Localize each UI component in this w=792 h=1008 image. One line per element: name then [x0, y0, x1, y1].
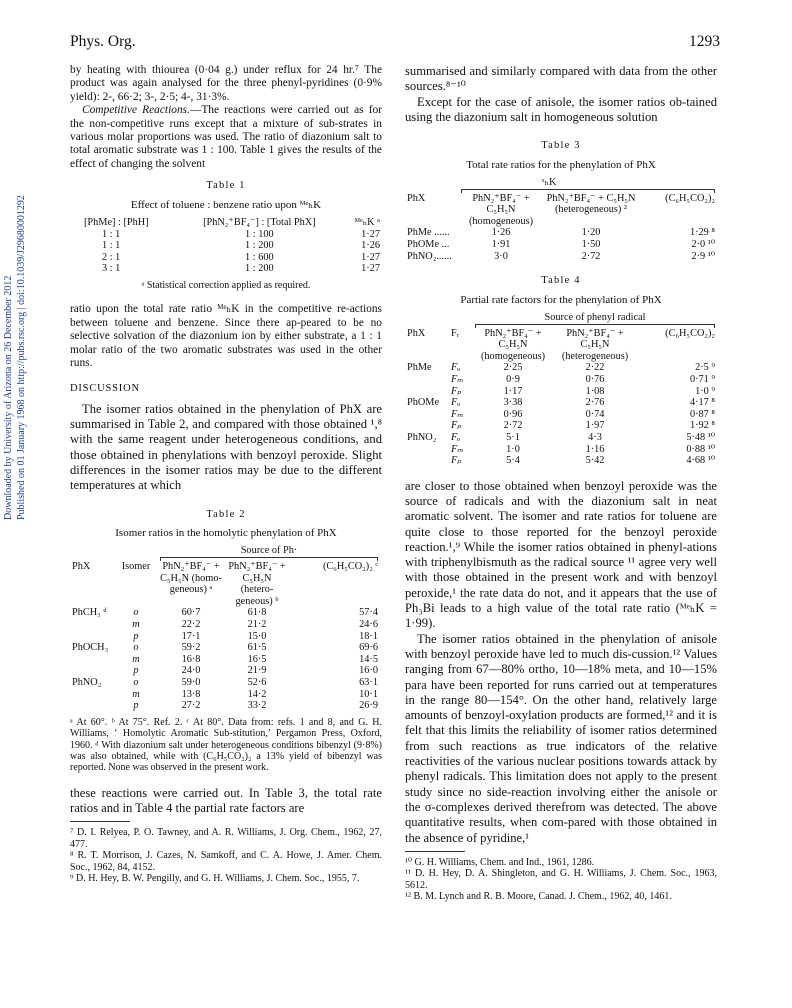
right-column [405, 64, 717, 902]
download-notice [2, 195, 28, 520]
table-cell: 16·0 [359, 665, 378, 677]
table-cell: 0·96 [503, 408, 523, 420]
table-cell [405, 409, 449, 421]
table2-label: Table 2 [206, 508, 246, 520]
table-row [405, 444, 717, 456]
table-cell: 1·50 [581, 238, 601, 250]
table-cell: 69·6 [359, 642, 378, 654]
table-cell: 33·2 [247, 700, 267, 712]
table-cell: 2·72 [503, 420, 523, 432]
table-row [405, 409, 717, 421]
table-header: PhX [407, 192, 426, 204]
table-row [82, 252, 382, 264]
table-header: PhN₂⁺BF₄⁻ + C₅H₅N (homogeneous) [468, 192, 534, 227]
table-cell: PhNO₂...... [407, 250, 452, 262]
table-cell: 24·0 [181, 665, 201, 677]
table-cell: 1·27 [361, 263, 380, 275]
table-cell: 3·0 [494, 250, 508, 262]
table-cell: 13·8 [181, 688, 201, 700]
table-row [82, 240, 382, 252]
table-cell: PhOCH₃ [72, 642, 109, 654]
table-row [70, 665, 380, 677]
table-cell: 1·0 [506, 443, 520, 455]
table-cell: 1·27 [361, 251, 380, 263]
paragraph: The isomer ratios obtained in the phenylation of PhX are summarised in Table 2, and compared with those obtained ¹,⁸ with the same reagent under heterogeneous conditions, and those obtained in phenylations with benzoyl peroxide. Slight differences in the isomer ratios may be due to the different temperatures at which [70, 401, 382, 493]
table-cell: 1 : 100 [245, 228, 274, 240]
table-cell: Fₚ [451, 385, 462, 397]
table-cell: 4·3 [588, 431, 602, 443]
table-cell: 1·91 [491, 238, 511, 250]
table-cell: Fₘ [451, 443, 464, 455]
table-row [70, 677, 380, 689]
table3 [405, 177, 717, 262]
table-cell: Fₒ [451, 397, 461, 409]
section-heading: DISCUSSION [70, 383, 140, 395]
table3-caption: Total rate ratios for the phenylation of PhX [466, 158, 656, 171]
table-cell: 1 : 200 [245, 263, 274, 275]
table-cell: 2·72 [581, 250, 601, 262]
table-cell: PhMe ...... [407, 227, 450, 239]
table-header: Fᵣ [451, 327, 460, 339]
table-cell: p [133, 700, 139, 712]
table-cell [405, 386, 449, 398]
table-row [405, 432, 717, 444]
table-cell: 5·1 [506, 431, 520, 443]
table-cell: PhNO₂ [72, 677, 102, 688]
footnote: ⁸ R. T. Morrison, J. Cazes, N. Samkoff, and C. A. Howe, J. Amer. Chem. Soc., 1962, 84, 4152. [70, 850, 382, 873]
table-cell: 27·2 [181, 700, 201, 712]
table-cell: 0·87 ⁸ [689, 408, 715, 420]
table-cell: 26·9 [359, 700, 378, 712]
table-cell: PhMe [407, 362, 432, 374]
table-cell: 59·2 [181, 642, 201, 654]
table-cell: Fₒ [451, 362, 461, 374]
table-cell: m [132, 688, 140, 700]
table-header: (C₆H₅CO₂)₂ [665, 192, 715, 204]
table-cell: 4·17 ⁸ [689, 397, 715, 409]
table-row [70, 700, 380, 712]
table1 [82, 217, 382, 275]
table4 [405, 312, 717, 467]
table-row [405, 374, 717, 386]
table-cell: PhOMe [407, 397, 440, 409]
table-cell [70, 631, 114, 643]
footnote: ⁷ D. I. Relyea, P. O. Tawney, and A. R. Williams, J. Org. Chem., 1962, 27, 477. [70, 827, 382, 850]
paragraph: are closer to those obtained when benzoyl peroxide was the source of radicals and with the diazonium salt in neat aromatic solvent. The isomer and rate ratios for toluene are quite close to those reported for the benzoyl peroxide reaction.¹,⁹ While the isomer ratios obtained in phenyl-ations with triphenylbismuth as the radical source ¹¹ agree very well with those obtained in the present work and with benzoyl peroxide,¹ the rate data do not, and it appears that the use of Ph₃Bi leads to a high value of the total rate ratio (ᴹᵉₕK = 1·99). [405, 478, 717, 631]
table-cell: 3 : 1 [102, 263, 121, 275]
table-cell: 2·22 [585, 362, 605, 374]
table-cell: p [133, 630, 139, 642]
table-cell: 1·16 [585, 443, 605, 455]
paragraph: these reactions were carried out. In Table 3, the total rate ratios and in Table 4 the partial rate factors are [70, 785, 382, 816]
table-cell [405, 420, 449, 432]
table-header: Isomer [121, 561, 151, 573]
table-cell: PhCH₃ ᵈ [72, 607, 107, 619]
table-cell: 1 : 600 [245, 251, 274, 263]
table-cell: 5·42 [585, 455, 605, 467]
published-line[interactable]: Published on 01 January 1968 on http://pubs.rsc.org | doi:10.1039/J29680001292 [16, 195, 27, 520]
table-row [82, 263, 382, 275]
table-cell [70, 619, 114, 631]
table-row [405, 362, 717, 374]
table-cell: 17·1 [181, 630, 201, 642]
table-cell: 21·2 [247, 619, 267, 631]
table-cell: 0·71 ⁹ [689, 373, 715, 385]
table-header: PhX [72, 561, 91, 573]
table-header: PhN₂⁺BF₄⁻ + C₅H₅N (heterogeneous) ² [546, 192, 636, 216]
table-cell: 1·0 ⁹ [695, 385, 715, 397]
table-cell: PhNO₂ [407, 431, 437, 443]
table-header: PhX [407, 327, 426, 339]
table-cell: 2·0 ¹⁰ [691, 238, 715, 250]
table-cell: Fₘ [451, 408, 464, 420]
paragraph: by heating with thiourea (0·04 g.) under reflux for 24 hr.⁷ The product was again analysed for the three phenyl-pyridines (0·9% yield): 2-, 66·2; 3-, 2·5; 4-, 31·3%. [70, 64, 382, 103]
table2-caption: Isomer ratios in the homolytic phenylation of PhX [115, 527, 337, 540]
table-cell: Fₚ [451, 455, 462, 467]
paragraph: summarised and similarly compared with data from the other sources.⁸⁻¹⁰ [405, 64, 717, 94]
page-number: 1293 [689, 33, 720, 50]
table-cell: 1 : 1 [102, 240, 121, 252]
table-row [70, 689, 380, 701]
table-cell: 52·6 [247, 677, 267, 688]
table-row [405, 227, 717, 239]
table-cell: 1·26 [491, 227, 511, 239]
table-cell: o [133, 642, 139, 654]
download-line: Downloaded by University of Arizona on 26 December 2012 [3, 275, 14, 520]
table-cell: 0·88 ¹⁰ [686, 443, 715, 455]
journal-name: Phys. Org. [70, 33, 136, 50]
table2 [70, 545, 380, 711]
table-cell: 2·5 ⁹ [695, 362, 715, 374]
table-row [405, 386, 717, 398]
table-cell: 21·9 [247, 665, 267, 677]
table-header: (C₆H₅CO₂)₂ ᶜ [322, 561, 378, 573]
table-cell: 4·68 ¹⁰ [686, 455, 715, 467]
section-head: Competitive Reactions. [82, 104, 190, 117]
table-cell: 5·48 ¹⁰ [686, 431, 715, 443]
table-cell: Fₒ [451, 431, 461, 443]
table-cell: 14·2 [247, 688, 267, 700]
table-cell: 1·08 [585, 385, 605, 397]
table-cell [405, 444, 449, 456]
table-cell: 1 : 200 [245, 240, 274, 252]
table-row [405, 397, 717, 409]
table-header: PhN₂⁺BF₄⁻ + C₅H₅N (hetero-geneous) ᵇ [228, 561, 286, 607]
table-cell: 16·5 [247, 653, 267, 665]
table-cell [70, 654, 114, 666]
table4-label: Table 4 [541, 275, 581, 287]
table-cell [405, 374, 449, 386]
table-cell: m [132, 653, 140, 665]
table-cell: 22·2 [181, 619, 201, 631]
table-row [70, 654, 380, 666]
table-header: [PhN₂⁺BF₄⁻] : [Total PhX] [203, 217, 316, 229]
footnote: ¹¹ D. H. Hey, D. A. Shingleton, and G. H. Williams, J. Chem. Soc., 1963, 5612. [405, 868, 717, 891]
table4-caption: Partial rate factors for the phenylation of PhX [460, 293, 662, 306]
table-cell: 3·38 [503, 397, 523, 409]
table3-label: Table 3 [541, 140, 581, 152]
paragraph: The isomer ratios obtained in the phenylation of anisole with benzoyl peroxide have led to much dis-cussion.¹² Values ranging from 67—80% ortho, 10—18% meta, and 10—15% para have been reported for runs carried out at temperatures in the range 80—154°. On the other hand, relatively large amounts of benzoyl-oxylation products are formed,¹² and it is felt that this limits the reliability of isomer ratios determined from such reactions as true indicators of the relative reactivities of the various nuclear positions towards attack by phenyl radicals. This limitation does not apply to the present study since no side-reaction involving either the anisole or the σ-complexes derived therefrom was detected. The above quantitative results, when com-pared with those obtained in the absence of pyridine,¹ [405, 631, 717, 845]
table-header: PhN₂⁺BF₄⁻ + C₅H₅N (homogeneous) [480, 327, 546, 362]
table-cell: 0·9 [506, 373, 520, 385]
table-cell: 2 : 1 [102, 251, 121, 263]
table-header: PhN₂⁺BF₄⁻ + C₅H₅N (heterogeneous) [561, 327, 629, 362]
footnote-rule [405, 851, 465, 852]
table-row [405, 455, 717, 467]
table-cell [70, 689, 114, 701]
table-cell [70, 700, 114, 712]
table-cell: 0·74 [585, 408, 605, 420]
table-cell: 0·76 [585, 373, 605, 385]
table-row [70, 607, 380, 619]
table-source-header: Source of Ph· [240, 545, 298, 557]
table-cell: o [133, 607, 139, 619]
table-row [405, 251, 717, 263]
table-header: (C₆H₅CO₂)₂ [665, 327, 715, 339]
table-cell: 5·4 [506, 455, 520, 467]
table-cell: o [133, 677, 139, 688]
table-cell: 2·9 ¹⁰ [691, 250, 715, 262]
table-cell: p [133, 665, 139, 677]
table-cell: 1 : 1 [102, 228, 121, 240]
table-cell: 15·0 [247, 630, 267, 642]
table-header: PhN₂⁺BF₄⁻ + C₅H₅N (homo-geneous) ᵃ [160, 561, 222, 596]
ratio-symbol: ˣₕK [541, 177, 557, 188]
table-cell: 16·8 [181, 653, 201, 665]
table-cell: 14·5 [359, 653, 378, 665]
table-cell: 18·1 [359, 630, 378, 642]
table-cell: 1·17 [503, 385, 523, 397]
table-row [70, 619, 380, 631]
table-row [405, 420, 717, 432]
table-cell: 1·29 ⁸ [689, 227, 715, 239]
footnote: ¹⁰ G. H. Williams, Chem. and Ind., 1961, 1286. [405, 856, 595, 868]
table-cell: 61·5 [247, 642, 267, 654]
footnote: ⁹ D. H. Hey, B. W. Pengilly, and G. H. Williams, J. Chem. Soc., 1955, 7. [70, 873, 360, 885]
table-row [82, 229, 382, 241]
table-cell: 10·1 [359, 688, 378, 700]
table-cell: 2·25 [503, 362, 523, 374]
table-cell: 1·26 [361, 240, 380, 252]
footnote-rule [70, 821, 130, 822]
table-cell: 2·76 [585, 397, 605, 409]
paragraph-competitive [70, 104, 382, 171]
table-cell: 1·92 ⁸ [689, 420, 715, 432]
table-cell: PhOMe ... [407, 238, 450, 250]
table-cell: Fₘ [451, 373, 464, 385]
table-cell: Fₚ [451, 420, 462, 432]
table-cell: 1·27 [361, 228, 380, 240]
table-cell: 24·6 [359, 619, 378, 631]
table-cell [70, 665, 114, 677]
table-header: ᴹᵉₕK ᵃ [354, 217, 380, 229]
table1-footnote: ᵃ Statistical correction applied as required. [141, 280, 311, 292]
table1-caption: Effect of toluene : benzene ratio upon ᴹᵉₕK [130, 198, 322, 211]
table-cell: 60·7 [181, 607, 201, 619]
table-row [70, 642, 380, 654]
paragraph-text: —The reactions were carried out as for the non-competitive runs except that a mixture of sub-strates in various molar proportions was used. The ratio of diazonium salt to total aromatic substrate was 1 : 100. Table 1 gives the results of the effect of changing the solvent [70, 104, 382, 170]
table-row [70, 631, 380, 643]
footnote: ¹² B. M. Lynch and R. B. Moore, Canad. J. Chem., 1962, 40, 1461. [405, 891, 672, 903]
table-cell: 63·1 [359, 677, 378, 688]
left-column [70, 64, 382, 884]
table2-footnote: ᵃ At 60°. ᵇ At 75°. Ref. 2. ᶜ At 80°. Data from: refs. 1 and 8, and G. H. Williams, ‘ Homolytic Aromatic Sub-stitution,’ Pergamon Press, Oxford, 1960. ᵈ With diazonium salt under heterogeneous conditions bibenzyl (9·8%) was also obtained, while with (C₆H₅CO₂)₂ a 13% yield of bibenzyl was reported. None was observed in the present work. [70, 716, 382, 774]
table-cell: 1·97 [585, 420, 605, 432]
table-cell: 57·4 [359, 607, 378, 619]
table-cell: m [132, 619, 140, 631]
table-cell: 1·20 [581, 227, 601, 239]
table-header: [PhMe] : [PhH] [84, 217, 149, 229]
table-source-header: Source of phenyl radical [544, 311, 646, 323]
paragraph: Except for the case of anisole, the isomer ratios ob-tained using the diazonium salt in homogeneous solution [405, 94, 717, 124]
paragraph: ratio upon the total rate ratio ᴹᵉₕK in the competitive re-actions between toluene and benzene. Since there ap-peared to be no selective solvation of the diazonium ion by either substrate, a 1 : 1 molar ratio of the two aromatic substrates was used in the other runs. [70, 303, 382, 370]
table-cell: 61·8 [247, 607, 267, 619]
table-row [405, 239, 717, 251]
table1-label: Table 1 [206, 180, 246, 192]
table-cell: 59·0 [181, 677, 201, 688]
table-cell [405, 455, 449, 467]
